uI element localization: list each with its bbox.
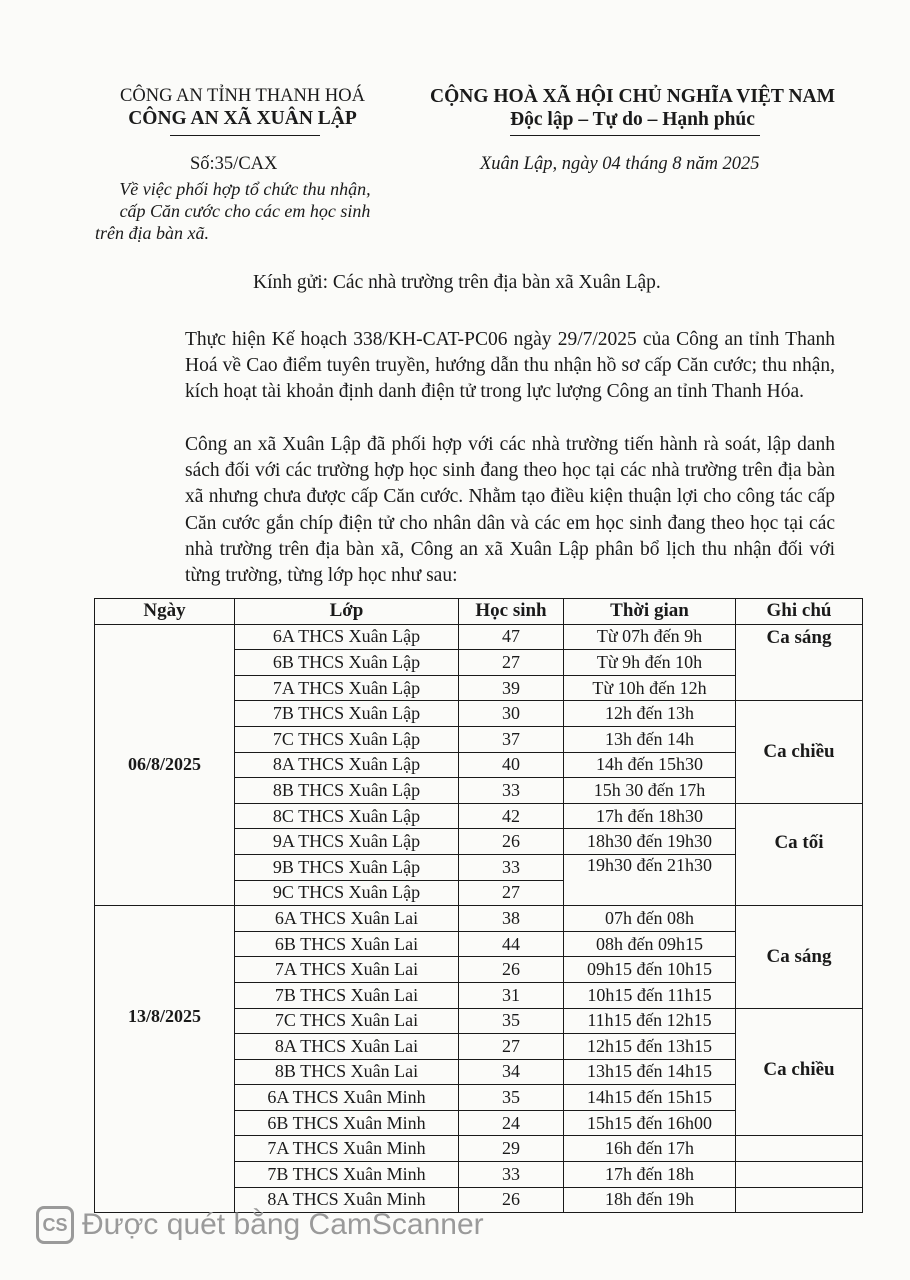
place-date: Xuân Lập, ngày 04 tháng 8 năm 2025: [480, 154, 760, 174]
paragraph-1: [135, 327, 835, 406]
header-students: Học sinh: [459, 599, 564, 625]
time-cell: 07h đến 08h: [564, 906, 736, 932]
time-cell: 17h đến 18h30: [564, 803, 736, 829]
students-cell: 39: [459, 675, 564, 701]
class-cell: 8C THCS Xuân Lập: [235, 803, 459, 829]
date-cell: 06/8/2025: [95, 624, 235, 906]
camscanner-text: Được quét bằng CamScanner: [82, 1208, 484, 1241]
students-cell: 27: [459, 650, 564, 676]
time-cell: 12h15 đến 13h15: [564, 1034, 736, 1060]
time-cell: 09h15 đến 10h15: [564, 957, 736, 983]
paragraph-2-text: Công an xã Xuân Lập đã phối hợp với các nhà trường tiến hành rà soát, lập danh sách đối với các trường hợp học sinh đang theo học tại các nhà trường trên địa bàn xã nhưng chưa được cấp Căn cước. Nhằm tạo điều kiện thuận lợi cho công tác cấp Căn cước gắn chíp điện tử cho nhân dân và các em học sinh đang theo học tại các nhà trường trên địa bàn xã, Công an xã Xuân Lập phân bổ lịch thu nhận đối với từng trường, từng lớp học như sau:: [185, 434, 835, 587]
students-cell: 30: [459, 701, 564, 727]
students-cell: 31: [459, 982, 564, 1008]
class-cell: 8A THCS Xuân Lập: [235, 752, 459, 778]
students-cell: 42: [459, 803, 564, 829]
time-cell: 08h đến 09h15: [564, 931, 736, 957]
header-class: Lớp: [235, 599, 459, 625]
note-cell: Ca chiều: [736, 1008, 863, 1136]
class-cell: 7A THCS Xuân Lập: [235, 675, 459, 701]
class-cell: 9C THCS Xuân Lập: [235, 880, 459, 906]
time-cell: 16h đến 17h: [564, 1136, 736, 1162]
students-cell: 35: [459, 1008, 564, 1034]
time-cell: 17h đến 18h: [564, 1162, 736, 1188]
note-cell: [736, 1136, 863, 1162]
camscanner-logo-icon: CS: [36, 1206, 74, 1244]
class-cell: 8A THCS Xuân Minh: [235, 1187, 459, 1213]
subject-line: cấp Căn cước cho các em học sinh: [119, 201, 371, 221]
note-cell: [736, 1187, 863, 1213]
class-cell: 7A THCS Xuân Minh: [235, 1136, 459, 1162]
time-cell: 14h15 đến 15h15: [564, 1085, 736, 1111]
time-cell: 11h15 đến 12h15: [564, 1008, 736, 1034]
time-cell: 15h15 đến 16h00: [564, 1110, 736, 1136]
time-cell: 14h đến 15h30: [564, 752, 736, 778]
agency-unit: CÔNG AN XÃ XUÂN LẬP: [128, 108, 357, 129]
students-cell: 29: [459, 1136, 564, 1162]
class-cell: 8B THCS Xuân Lập: [235, 778, 459, 804]
table-row: [95, 624, 863, 650]
students-cell: 33: [459, 778, 564, 804]
class-cell: 6A THCS Xuân Minh: [235, 1085, 459, 1111]
note-cell: Ca sáng: [736, 624, 863, 701]
time-cell: 10h15 đến 11h15: [564, 982, 736, 1008]
note-cell: Ca tối: [736, 803, 863, 905]
agency-underline: [170, 135, 320, 136]
subject: [95, 178, 395, 244]
note-cell: [736, 1162, 863, 1188]
time-cell: Từ 10h đến 12h: [564, 675, 736, 701]
students-cell: 26: [459, 1187, 564, 1213]
students-cell: 33: [459, 854, 564, 880]
paragraph-2: [135, 432, 835, 589]
class-cell: 7C THCS Xuân Lai: [235, 1008, 459, 1034]
students-cell: 27: [459, 880, 564, 906]
students-cell: 40: [459, 752, 564, 778]
time-cell: 18h đến 19h: [564, 1187, 736, 1213]
class-cell: 6A THCS Xuân Lai: [235, 906, 459, 932]
students-cell: 34: [459, 1059, 564, 1085]
students-cell: 33: [459, 1162, 564, 1188]
class-cell: 9B THCS Xuân Lập: [235, 854, 459, 880]
table-header-row: [95, 599, 863, 625]
time-cell: Từ 07h đến 9h: [564, 624, 736, 650]
students-cell: 44: [459, 931, 564, 957]
students-cell: 27: [459, 1034, 564, 1060]
class-cell: 9A THCS Xuân Lập: [235, 829, 459, 855]
class-cell: 7C THCS Xuân Lập: [235, 726, 459, 752]
subject-line: Về việc phối hợp tổ chức thu nhận,: [119, 179, 371, 199]
time-cell: Từ 9h đến 10h: [564, 650, 736, 676]
class-cell: 6B THCS Xuân Lập: [235, 650, 459, 676]
students-cell: 37: [459, 726, 564, 752]
subject-line: trên địa bàn xã.: [95, 223, 209, 243]
country-name: CỘNG HOÀ XÃ HỘI CHỦ NGHĨA VIỆT NAM: [429, 86, 836, 107]
class-cell: 8A THCS Xuân Lai: [235, 1034, 459, 1060]
class-cell: 8B THCS Xuân Lai: [235, 1059, 459, 1085]
class-cell: 6A THCS Xuân Lập: [235, 624, 459, 650]
time-cell: 15h 30 đến 17h: [564, 778, 736, 804]
class-cell: 7A THCS Xuân Lai: [235, 957, 459, 983]
note-cell: Ca sáng: [736, 906, 863, 1008]
table-row: [95, 906, 863, 932]
students-cell: 26: [459, 957, 564, 983]
motto: Độc lập – Tự do – Hạnh phúc: [510, 109, 755, 130]
students-cell: 38: [459, 906, 564, 932]
doc-number: Số:35/CAX: [190, 154, 278, 174]
time-cell: 13h đến 14h: [564, 726, 736, 752]
header-notes: Ghi chú: [736, 599, 863, 625]
header-time: Thời gian: [564, 599, 736, 625]
class-cell: 6B THCS Xuân Minh: [235, 1110, 459, 1136]
class-cell: 7B THCS Xuân Minh: [235, 1162, 459, 1188]
class-cell: 7B THCS Xuân Lập: [235, 701, 459, 727]
time-cell: 13h15 đến 14h15: [564, 1059, 736, 1085]
students-cell: 47: [459, 624, 564, 650]
header-date: Ngày: [95, 599, 235, 625]
students-cell: 35: [459, 1085, 564, 1111]
schedule-table: [94, 598, 863, 1213]
paragraph-1-text: Thực hiện Kế hoạch 338/KH-CAT-PC06 ngày 29/7/2025 của Công an tỉnh Thanh Hoá về Cao điểm tuyên truyền, hướng dẫn thu nhận hồ sơ cấp Căn cước; thu nhận, kích hoạt tài khoản định danh điện tử trong lực lượng Công an tỉnh Thanh Hóa.: [185, 329, 835, 403]
class-cell: 6B THCS Xuân Lai: [235, 931, 459, 957]
class-cell: 7B THCS Xuân Lai: [235, 982, 459, 1008]
time-cell: 12h đến 13h: [564, 701, 736, 727]
time-cell: 19h30 đến 21h30: [564, 854, 736, 905]
agency-top: CÔNG AN TỈNH THANH HOÁ: [120, 86, 365, 106]
camscanner-watermark: [36, 1206, 484, 1244]
motto-underline: [510, 135, 760, 136]
date-cell: 13/8/2025: [95, 906, 235, 1213]
note-cell: Ca chiều: [736, 701, 863, 803]
students-cell: 24: [459, 1110, 564, 1136]
students-cell: 26: [459, 829, 564, 855]
time-cell: 18h30 đến 19h30: [564, 829, 736, 855]
recipient: Kính gửi: Các nhà trường trên địa bàn xã Xuân Lập.: [253, 272, 661, 293]
